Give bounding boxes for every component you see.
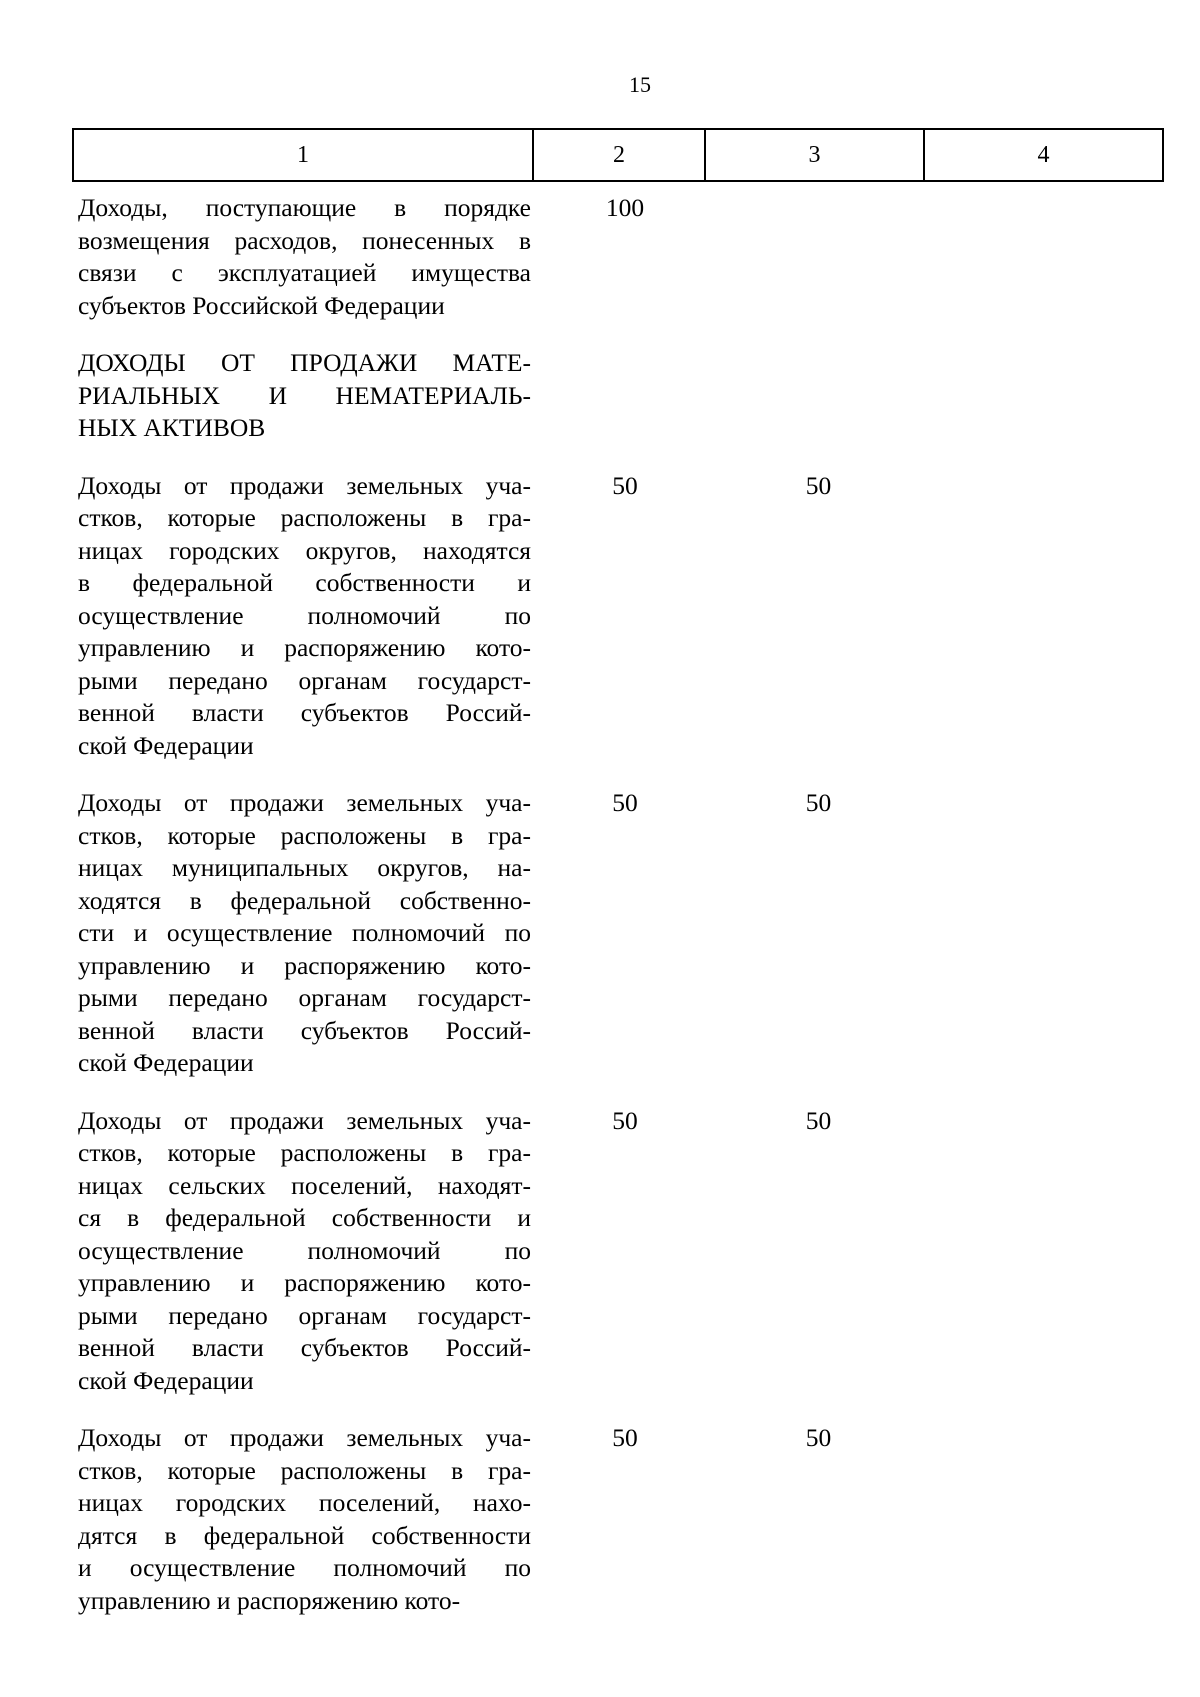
description-line: ницах муниципальных округов, на- xyxy=(78,853,531,882)
table-row xyxy=(72,787,1164,1080)
header-col-4: 4 xyxy=(924,129,1163,181)
description-line: стков, которые расположены в гра- xyxy=(78,1455,531,1485)
row-col-4-value xyxy=(927,1422,1164,1617)
row-description xyxy=(72,470,531,763)
row-col-2-value: 50 xyxy=(612,788,638,817)
description-line: осуществление полномочий по xyxy=(78,600,531,630)
row-description xyxy=(72,1422,531,1617)
description-line: ходятся в федеральной собственно- xyxy=(78,885,531,915)
description-line: Доходы, поступающие в порядке xyxy=(78,193,531,222)
row-col-4-value xyxy=(927,787,1164,1080)
description-line: дятся в федеральной собственности xyxy=(78,1520,531,1550)
row-col-4-value xyxy=(927,1105,1164,1398)
description-line: ницах сельских поселений, находят- xyxy=(78,1170,531,1200)
description-line: осуществление полномочий по xyxy=(78,1235,531,1265)
description-line: Доходы от продажи земельных уча- xyxy=(78,1423,531,1452)
description-line: стков, которые расположены в гра- xyxy=(78,503,531,532)
table-row xyxy=(72,347,1164,445)
description-line: ской Федерации xyxy=(78,730,254,760)
row-col-2-value: 100 xyxy=(605,193,645,222)
row-description xyxy=(72,787,531,1080)
table-body xyxy=(72,192,1164,1642)
row-col-3-value: 50 xyxy=(805,1105,832,1135)
header-col-1: 1 xyxy=(73,129,533,181)
description-line: ской Федерации xyxy=(78,1365,254,1395)
description-line: управлению и распоряжению кото- xyxy=(78,633,531,662)
row-description xyxy=(72,1105,531,1398)
row-col-2-value: 50 xyxy=(612,1105,638,1135)
description-line: венной власти субъектов Россий- xyxy=(78,698,531,727)
row-col-2-value xyxy=(540,347,710,445)
table-row xyxy=(72,1422,1164,1617)
description-line: НЫХ АКТИВОВ xyxy=(78,413,266,442)
row-col-4-value xyxy=(927,470,1164,763)
description-line: связи с эксплуатацией имущества xyxy=(78,258,531,287)
row-col-2-value: 50 xyxy=(612,470,638,500)
header-col-3: 3 xyxy=(705,129,924,181)
row-col-3-value xyxy=(710,192,927,322)
description-line: ницах городских округов, находятся xyxy=(78,535,531,565)
header-col-2: 2 xyxy=(533,129,705,181)
description-line: стков, которые расположены в гра- xyxy=(78,820,531,850)
description-line: управлению и распоряжению кото- xyxy=(78,1585,461,1615)
header-row xyxy=(73,129,1163,181)
description-line: Доходы от продажи земельных уча- xyxy=(78,1105,531,1135)
description-line: управлению и распоряжению кото- xyxy=(78,1268,531,1297)
row-col-2-value: 50 xyxy=(612,1423,638,1452)
page-number: 15 xyxy=(629,72,651,97)
description-line: рыми передано органам государст- xyxy=(78,1300,531,1330)
description-line: ся в федеральной собственности и xyxy=(78,1203,531,1232)
table-row xyxy=(72,470,1164,763)
description-line: РИАЛЬНЫХ И НЕМАТЕРИАЛЬ- xyxy=(78,380,531,410)
description-line: венной власти субъектов Россий- xyxy=(78,1333,531,1362)
description-line: ницах городских поселений, нахо- xyxy=(78,1488,531,1517)
row-col-4-value xyxy=(927,192,1164,322)
description-line: стков, которые расположены в гра- xyxy=(78,1138,531,1167)
description-line: субъектов Российской Федерации xyxy=(78,290,445,320)
description-line: управлению и распоряжению кото- xyxy=(78,950,531,980)
description-line: рыми передано органам государст- xyxy=(78,665,531,695)
row-description xyxy=(72,192,531,322)
row-col-3-value: 50 xyxy=(805,470,832,500)
description-line: ской Федерации xyxy=(78,1048,254,1077)
description-line: рыми передано органам государст- xyxy=(78,983,531,1012)
row-col-3-value xyxy=(710,347,927,445)
row-description xyxy=(72,347,531,445)
description-line: ДОХОДЫ ОТ ПРОДАЖИ МАТЕ- xyxy=(78,348,531,377)
description-line: в федеральной собственности и xyxy=(78,568,531,597)
table-row xyxy=(72,192,1164,322)
description-line: возмещения расходов, понесенных в xyxy=(78,225,531,255)
row-col-4-value xyxy=(927,347,1164,445)
description-line: и осуществление полномочий по xyxy=(78,1553,531,1582)
table-header xyxy=(72,128,1164,182)
row-col-3-value: 50 xyxy=(805,788,832,817)
row-col-3-value: 50 xyxy=(805,1423,832,1452)
description-line: сти и осуществление полномочий по xyxy=(78,918,531,947)
description-line: венной власти субъектов Россий- xyxy=(78,1015,531,1045)
description-line: Доходы от продажи земельных уча- xyxy=(78,788,531,817)
table-row xyxy=(72,1105,1164,1398)
description-line: Доходы от продажи земельных уча- xyxy=(78,470,531,500)
